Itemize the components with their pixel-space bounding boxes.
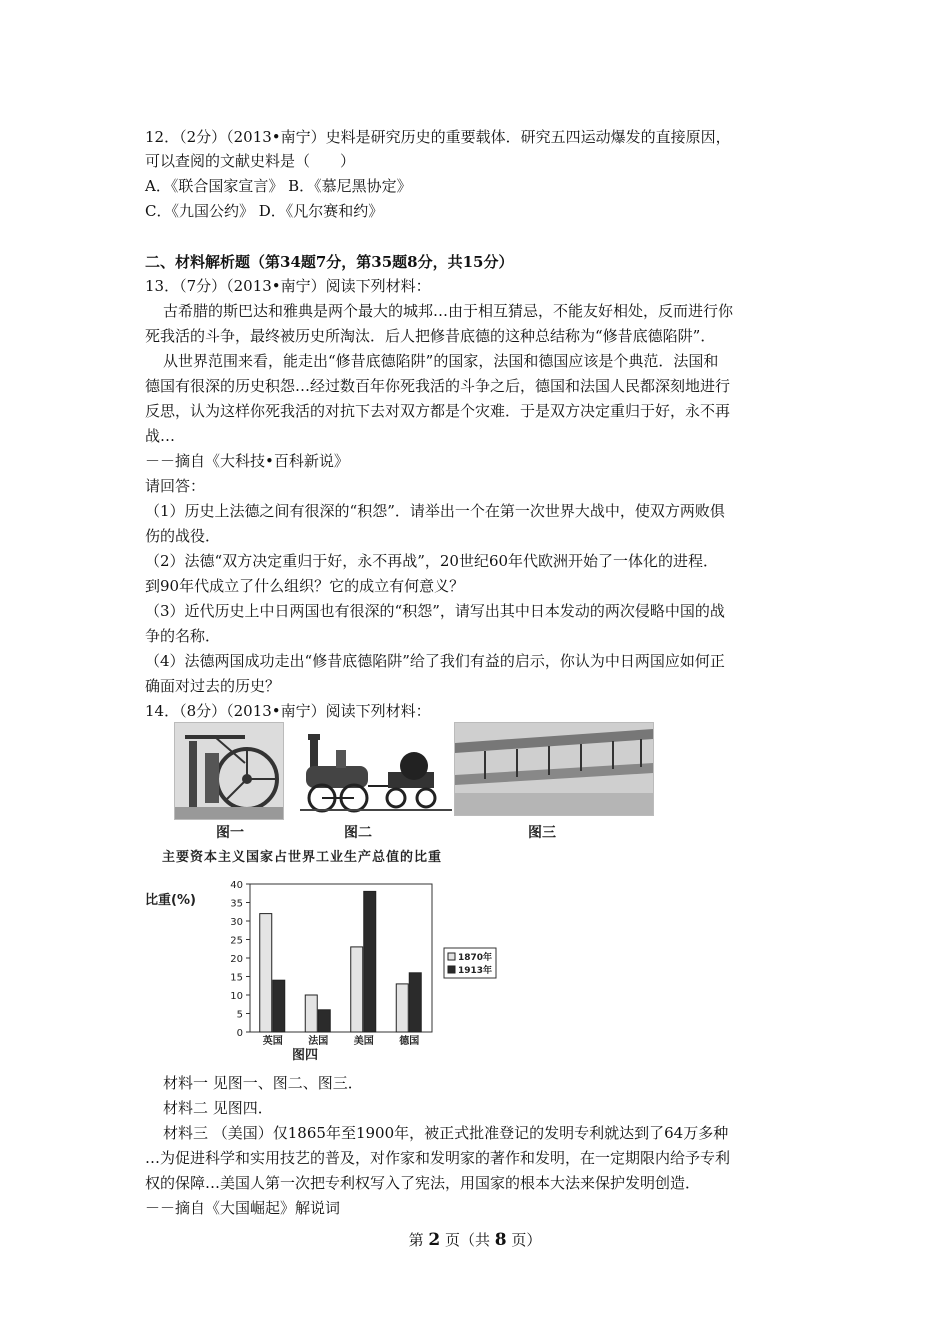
y-tick-label: 30	[230, 917, 243, 928]
q13-header: 13．（7分）（2013•南宁）阅读下列材料：	[145, 277, 431, 295]
legend-label: 1913年	[458, 966, 493, 976]
q13-sub2-line1: （2）法德“双方决定重归于好，永不再战”，20世纪60年代欧洲开始了一体化的进程．	[145, 552, 719, 570]
figure3-label: 图三	[528, 825, 556, 841]
x-tick-label: 英国	[262, 1036, 283, 1047]
q14-material1: 材料一 见图一、图二、图三．	[163, 1074, 363, 1092]
page-footer	[0, 1229, 950, 1251]
q13-p1-line2: 死我活的斗争，最终被历史所淘汰．后人把修昔底德的这种总结称为“修昔底德陷阱”．	[145, 327, 716, 345]
y-tick-label: 40	[230, 880, 243, 891]
y-tick-label: 15	[230, 972, 243, 984]
locomotive-image	[300, 722, 452, 818]
y-tick-label: 10	[230, 991, 243, 1002]
footer-pre: 第	[408, 1231, 424, 1249]
bar-s2	[318, 1010, 330, 1032]
legend-label: 1870年	[458, 953, 493, 963]
footer-post: 页）	[511, 1231, 542, 1249]
y-tick-label: 0	[236, 1028, 243, 1039]
y-tick-label: 25	[230, 935, 243, 947]
airplane-image	[454, 722, 654, 816]
q13-p2-line3: 反思，认为这样你死我活的对抗下去对双方都是个灾难．于是双方决定重归于好，永不再	[145, 402, 731, 420]
bar-s1	[260, 914, 272, 1032]
q14-material2: 材料二 见图四．	[163, 1099, 273, 1117]
legend-swatch	[448, 953, 455, 960]
chart-title: 主要资本主义国家占世界工业生产总值的比重	[162, 850, 443, 865]
q13-sub4-line1: （4）法德两国成功走出“修昔底德陷阱”给了我们有益的启示，你认为中日两国应如何正	[145, 652, 725, 670]
q12-options-cd: C．《九国公约》 D．《凡尔赛和约》	[145, 202, 384, 220]
q14-material3-line3: 权的保障…美国人第一次把专利权写入了宪法，用国家的根本大法来保护发明创造．	[145, 1174, 701, 1192]
legend-swatch	[448, 966, 455, 973]
q13-sub4-line2: 确面对过去的历史？	[145, 677, 281, 695]
figure2-label: 图二	[344, 825, 372, 841]
bar-chart	[145, 876, 525, 1068]
bar-s2	[273, 980, 285, 1032]
q13-p2-line1: 从世界范围来看，能走出“修昔底德陷阱”的国家，法国和德国应该是个典范．法国和	[163, 352, 719, 370]
q13-sub3-line2: 争的名称．	[145, 627, 221, 645]
x-tick-label: 法国	[308, 1036, 329, 1047]
bar-s2	[364, 891, 376, 1032]
footer-total-pages: 8	[494, 1230, 507, 1250]
y-tick-label: 5	[236, 1009, 243, 1021]
bar-s1	[351, 947, 363, 1032]
q13-sub1-line1: （1）历史上法德之间有很深的“积怨”．请举出一个在第一次世界大战中，使双方两败俱	[145, 502, 725, 520]
q13-source: －－摘自《大科技•百科新说》	[145, 452, 349, 470]
q14-header: 14．（8分）（2013•南宁）阅读下列材料：	[145, 702, 431, 720]
x-tick-label: 德国	[399, 1036, 420, 1047]
footer-mid: 页（共	[444, 1231, 490, 1249]
q12-options-ab: A．《联合国家宣言》 B．《慕尼黑协定》	[145, 177, 412, 195]
q13-p2-line2: 德国有很深的历史积怨…经过数百年你死我活的斗争之后，德国和法国人民都深刻地进行	[145, 377, 731, 395]
q12-stem-line2: 可以查阅的文献史料是（ ）	[145, 152, 356, 170]
q14-material3-line1: 材料三 （美国）仅1865年至1900年，被正式批准登记的发明专利就达到了64万多种	[163, 1124, 729, 1142]
bar-s1	[396, 984, 408, 1032]
figure1-label: 图一	[216, 825, 244, 841]
bar-s1	[305, 995, 317, 1032]
x-tick-label: 美国	[353, 1036, 374, 1047]
x-axis-label: 图四	[292, 1048, 319, 1063]
y-axis-label: 比重(%)	[145, 893, 196, 908]
bar-s2	[409, 973, 421, 1032]
q13-p1-line1: 古希腊的斯巴达和雅典是两个最大的城邦…由于相互猜忌，不能友好相处，反而进行你	[163, 302, 734, 320]
section2-heading: 二、材料解析题（第34题7分，第35题8分，共15分）	[145, 253, 514, 271]
q13-sub1-line2: 伤的战役．	[145, 527, 221, 545]
q14-source: －－摘自《大国崛起》解说词	[145, 1199, 341, 1217]
q14-material3-line2: …为促进科学和实用技艺的普及，对作家和发明家的著作和发明，在一定期限内给予专利	[145, 1149, 731, 1167]
footer-page-number: 2	[428, 1230, 441, 1250]
q13-ask: 请回答：	[145, 477, 206, 495]
y-tick-label: 35	[230, 898, 243, 910]
y-tick-label: 20	[230, 954, 243, 965]
q13-sub2-line2: 到90年代成立了什么组织？它的成立有何意义？	[145, 577, 465, 595]
q12-stem-line1: 12．（2分）（2013•南宁）史料是研究历史的重要载体．研究五四运动爆发的直接原因，	[145, 128, 731, 146]
figure-strip	[174, 722, 654, 842]
q13-sub3-line1: （3）近代历史上中日两国也有很深的“积怨”，请写出其中日本发动的两次侵略中国的战	[145, 602, 725, 620]
q13-p2-line4: 战…	[145, 427, 176, 445]
steam-engine-image	[174, 722, 284, 820]
